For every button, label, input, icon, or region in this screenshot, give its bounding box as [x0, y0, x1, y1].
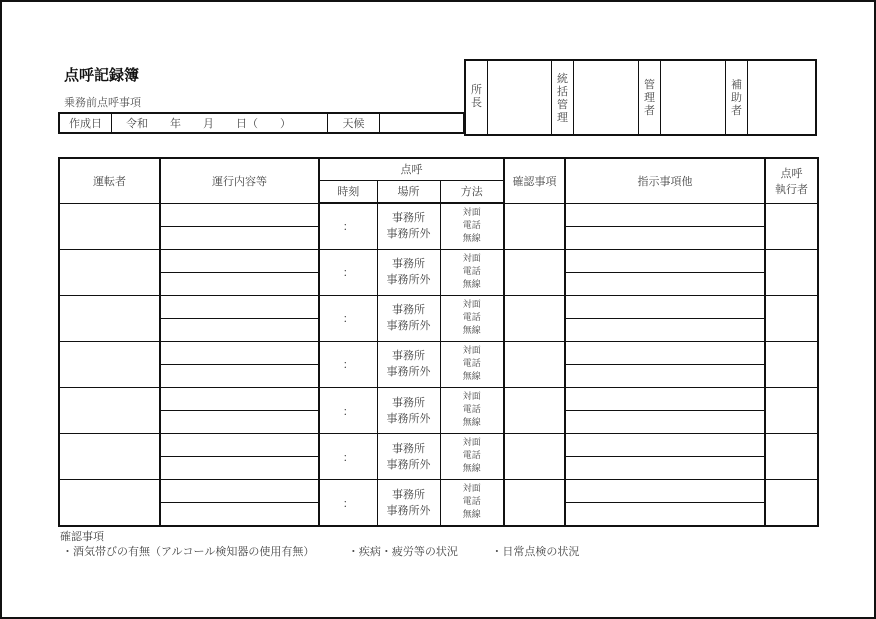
header-driver: 運転者	[59, 158, 160, 203]
method-option[interactable]: 電話	[462, 220, 481, 231]
place-option[interactable]: 事務所	[392, 487, 425, 501]
method-cell[interactable]	[440, 249, 504, 295]
confirm-cell[interactable]	[504, 203, 565, 249]
header-instructions: 指示事項他	[565, 158, 765, 203]
place-cell[interactable]	[377, 388, 440, 434]
time-cell[interactable]: ：	[319, 341, 377, 387]
method-option[interactable]: 無線	[462, 371, 481, 382]
method-option[interactable]: 対面	[462, 392, 481, 403]
notes-list	[62, 543, 609, 559]
method-option[interactable]: 対面	[462, 299, 481, 310]
operation-cell[interactable]	[160, 434, 319, 480]
place-cell[interactable]	[377, 249, 440, 295]
approval-stamps	[464, 59, 817, 136]
note-item-health: ・疾病・疲労等の状況	[347, 545, 458, 558]
instructions-cell[interactable]	[565, 388, 765, 434]
instructions-cell[interactable]	[565, 203, 765, 249]
weather-label: 天候	[328, 114, 380, 132]
place-cell[interactable]	[377, 480, 440, 526]
place-option[interactable]: 事務所	[392, 303, 425, 317]
rollcall-table	[58, 157, 819, 527]
place-option[interactable]: 事務所	[392, 395, 425, 409]
approval-label-director: 所 長	[466, 61, 488, 134]
method-option[interactable]: 無線	[462, 464, 481, 475]
place-option[interactable]: 事務所外	[386, 365, 431, 379]
method-cell[interactable]	[440, 295, 504, 341]
date-field[interactable]: 令和 年 月 日（ ）	[112, 114, 328, 132]
place-option[interactable]: 事務所外	[386, 273, 431, 287]
notes-title: 確認事項	[60, 530, 104, 543]
method-cell[interactable]	[440, 203, 504, 249]
executor-cell[interactable]	[765, 249, 818, 295]
stamp-box-general-manager[interactable]	[574, 61, 639, 134]
place-option[interactable]: 事務所外	[386, 503, 431, 517]
header-operation: 運行内容等	[160, 158, 319, 203]
executor-cell[interactable]	[765, 388, 818, 434]
header-rollcall: 点呼	[319, 158, 504, 180]
table-row	[59, 203, 818, 249]
method-option[interactable]: 電話	[462, 266, 481, 277]
driver-cell[interactable]	[59, 295, 160, 341]
place-cell[interactable]	[377, 434, 440, 480]
confirm-cell[interactable]	[504, 388, 565, 434]
confirm-cell[interactable]	[504, 341, 565, 387]
operation-cell[interactable]	[160, 341, 319, 387]
method-option[interactable]: 無線	[462, 233, 481, 244]
header-place: 場所	[377, 180, 440, 203]
method-option[interactable]: 電話	[462, 405, 481, 416]
place-option[interactable]: 事務所外	[386, 319, 431, 333]
time-cell[interactable]: ：	[319, 203, 377, 249]
confirm-cell[interactable]	[504, 480, 565, 526]
weather-field[interactable]	[380, 114, 463, 132]
time-cell[interactable]: ：	[319, 480, 377, 526]
place-option[interactable]: 事務所外	[386, 411, 431, 425]
executor-cell[interactable]	[765, 434, 818, 480]
document-subtitle: 乗務前点呼事項	[64, 96, 141, 109]
time-cell[interactable]: ：	[319, 434, 377, 480]
method-cell[interactable]	[440, 480, 504, 526]
method-option[interactable]: 無線	[462, 279, 481, 290]
method-option[interactable]: 対面	[462, 345, 481, 356]
table-row	[59, 388, 818, 434]
header-method: 方法	[440, 180, 504, 203]
header-confirm: 確認事項	[504, 158, 565, 203]
table-row	[59, 249, 818, 295]
stamp-box-assistant[interactable]	[748, 61, 815, 134]
executor-cell[interactable]	[765, 480, 818, 526]
method-option[interactable]: 電話	[462, 358, 481, 369]
place-option[interactable]: 事務所外	[386, 227, 431, 241]
time-cell[interactable]: ：	[319, 388, 377, 434]
place-option[interactable]: 事務所	[392, 211, 425, 225]
method-option[interactable]: 対面	[462, 253, 481, 264]
rollcall-rows	[59, 203, 818, 526]
method-option[interactable]: 対面	[462, 438, 481, 449]
confirm-cell[interactable]	[504, 249, 565, 295]
method-option[interactable]: 電話	[462, 451, 481, 462]
note-item-alcohol: ・酒気帯びの有無（アルコール検知器の使用有無）	[62, 545, 315, 558]
confirm-cell[interactable]	[504, 295, 565, 341]
executor-cell[interactable]	[765, 295, 818, 341]
instructions-cell[interactable]	[565, 341, 765, 387]
table-row	[59, 434, 818, 480]
place-option[interactable]: 事務所	[392, 441, 425, 455]
method-option[interactable]: 対面	[462, 207, 481, 218]
driver-cell[interactable]	[59, 249, 160, 295]
driver-cell[interactable]	[59, 480, 160, 526]
time-cell[interactable]: ：	[319, 249, 377, 295]
date-label: 作成日	[60, 114, 112, 132]
driver-cell[interactable]	[59, 434, 160, 480]
method-option[interactable]: 無線	[462, 325, 481, 336]
stamp-box-manager[interactable]	[661, 61, 726, 134]
method-option[interactable]: 無線	[462, 418, 481, 429]
operation-cell[interactable]	[160, 203, 319, 249]
operation-cell[interactable]	[160, 249, 319, 295]
instructions-cell[interactable]	[565, 434, 765, 480]
driver-cell[interactable]	[59, 388, 160, 434]
header-executor: 点呼 執行者	[765, 158, 818, 203]
method-option[interactable]: 電話	[462, 497, 481, 508]
document-title: 点呼記録簿	[64, 66, 140, 84]
operation-cell[interactable]	[160, 295, 319, 341]
method-option[interactable]: 無線	[462, 510, 481, 521]
place-cell[interactable]	[377, 341, 440, 387]
place-option[interactable]: 事務所	[392, 349, 425, 363]
method-option[interactable]: 対面	[462, 484, 481, 495]
table-row	[59, 480, 818, 526]
confirm-cell[interactable]	[504, 434, 565, 480]
place-cell[interactable]	[377, 295, 440, 341]
executor-cell[interactable]	[765, 341, 818, 387]
operation-cell[interactable]	[160, 480, 319, 526]
executor-cell[interactable]	[765, 203, 818, 249]
header-time: 時刻	[319, 180, 377, 203]
approval-label-assistant: 補 助 者	[726, 61, 748, 134]
time-cell[interactable]: ：	[319, 295, 377, 341]
place-option[interactable]: 事務所	[392, 257, 425, 271]
date-weather-bar	[58, 112, 465, 134]
place-cell[interactable]	[377, 203, 440, 249]
driver-cell[interactable]	[59, 203, 160, 249]
method-cell[interactable]	[440, 341, 504, 387]
driver-cell[interactable]	[59, 341, 160, 387]
approval-label-manager: 管 理 者	[639, 61, 661, 134]
method-option[interactable]: 電話	[462, 312, 481, 323]
place-option[interactable]: 事務所外	[386, 457, 431, 471]
instructions-cell[interactable]	[565, 249, 765, 295]
table-row	[59, 341, 818, 387]
method-cell[interactable]	[440, 388, 504, 434]
instructions-cell[interactable]	[565, 480, 765, 526]
table-row	[59, 295, 818, 341]
stamp-box-director[interactable]	[488, 61, 552, 134]
note-item-inspection: ・日常点検の状況	[491, 545, 580, 558]
operation-cell[interactable]	[160, 388, 319, 434]
approval-label-general-manager: 統 括 管 理	[552, 61, 574, 134]
instructions-cell[interactable]	[565, 295, 765, 341]
method-cell[interactable]	[440, 434, 504, 480]
